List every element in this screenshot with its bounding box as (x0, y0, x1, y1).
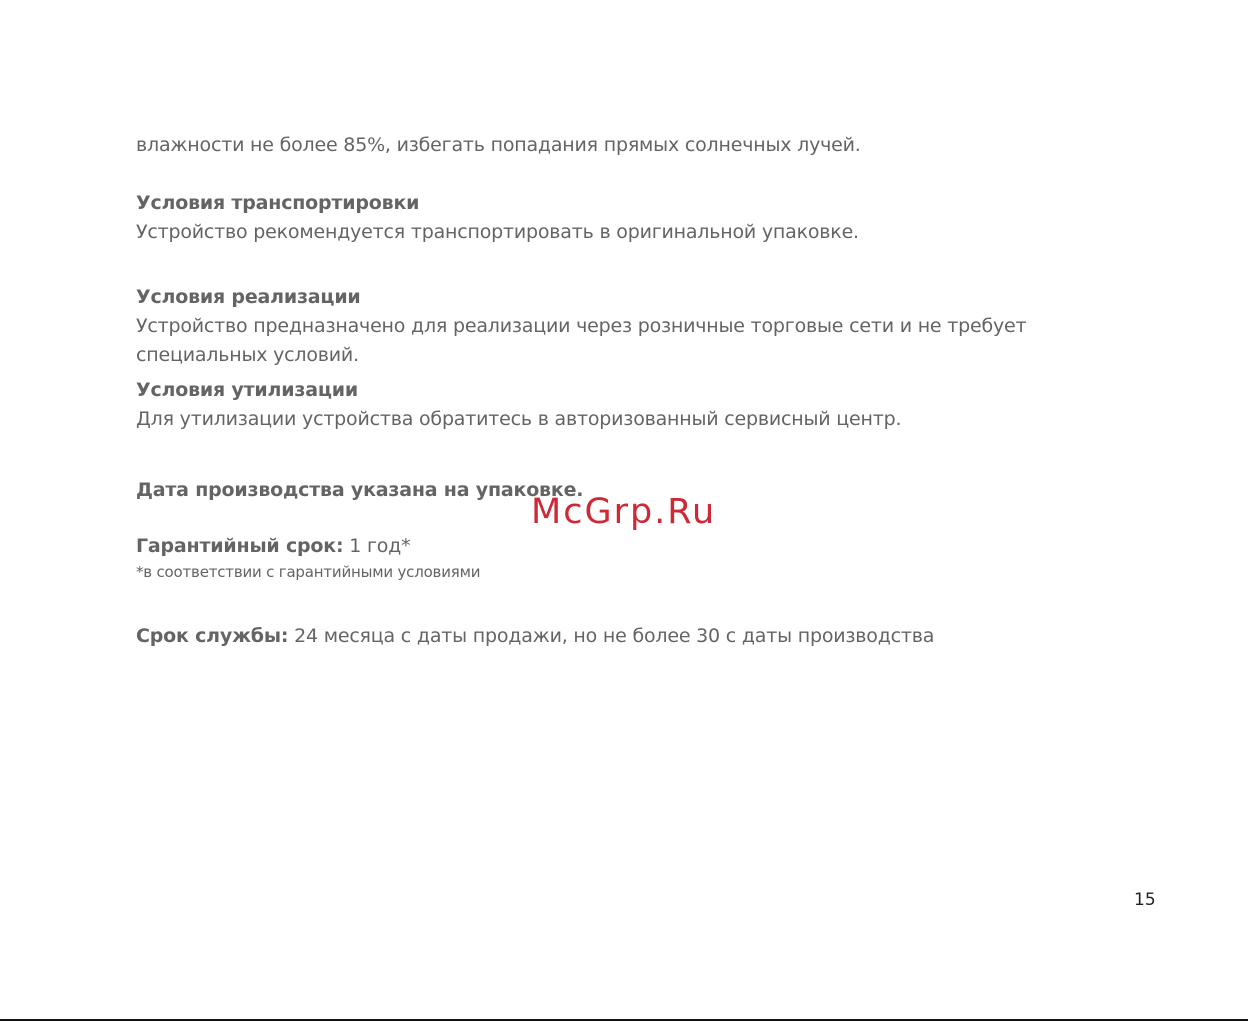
disposal-text: Для утилизации устройства обратитесь в авторизованный сервисный центр. (136, 408, 902, 430)
watermark: McGrp.Ru (531, 492, 717, 532)
service-life-line (136, 622, 934, 651)
warranty-note: *в соответствии с гарантийными условиями (136, 563, 481, 581)
warranty-line (136, 532, 410, 561)
transport-heading: Условия транспортировки (136, 192, 420, 214)
sale-heading: Условия реализации (136, 286, 361, 308)
humidity-text: влажности не более 85%, избегать попадания прямых солнечных лучей. (136, 134, 861, 156)
warranty-label: Гарантийный срок: (136, 535, 344, 557)
sale-text-line-1: Устройство предназначено для реализации через розничные торговые сети и не требует (136, 315, 1027, 337)
transport-text: Устройство рекомендуется транспортировать в оригинальной упаковке. (136, 221, 859, 243)
service-life-label: Срок службы: (136, 625, 289, 647)
warranty-value: 1 год* (343, 535, 411, 557)
production-date-text: Дата производства указана на упаковке. (136, 479, 584, 501)
page-number: 15 (1134, 890, 1156, 910)
sale-text-line-2: специальных условий. (136, 344, 359, 366)
service-life-value: 24 месяца с даты продажи, но не более 30 с даты производства (288, 625, 935, 647)
disposal-heading: Условия утилизации (136, 379, 358, 401)
